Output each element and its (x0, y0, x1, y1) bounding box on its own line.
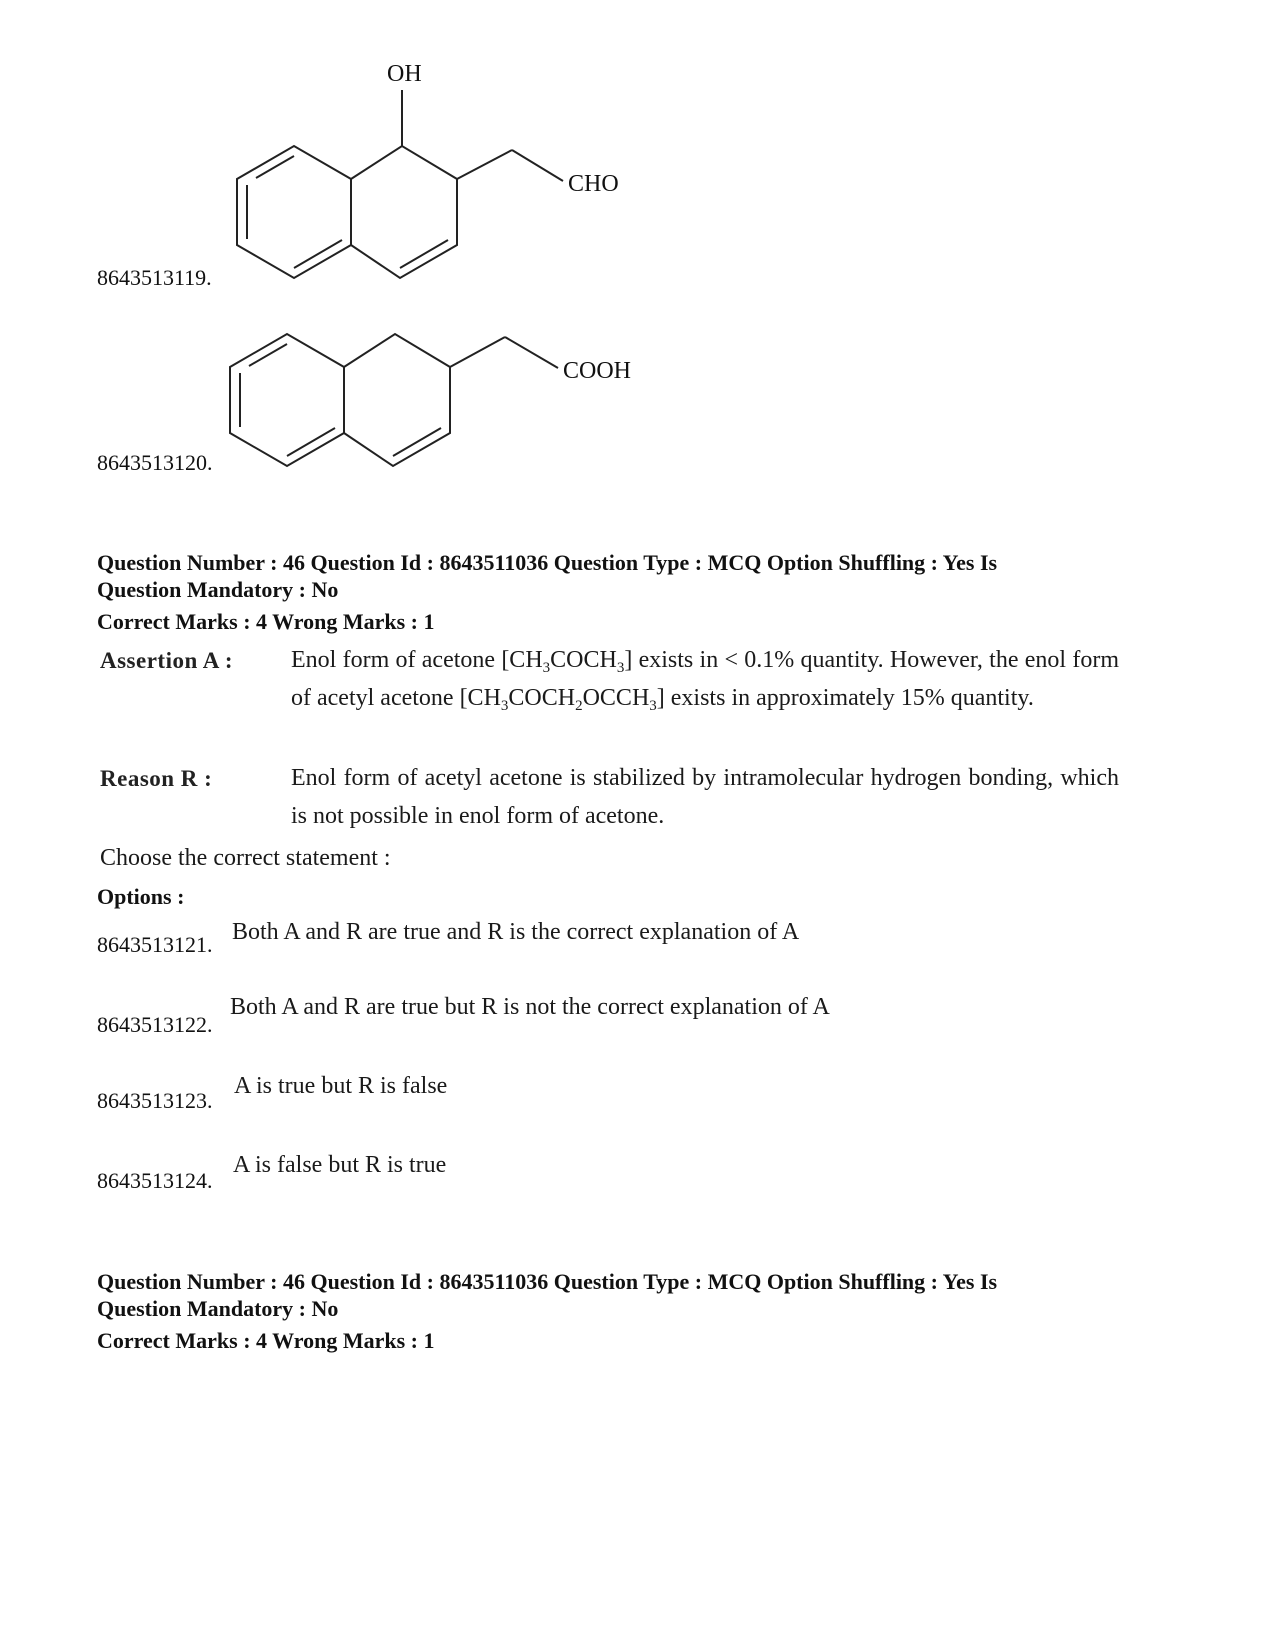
structure-2-drawing (225, 325, 655, 470)
cooh-label: COOH (563, 358, 632, 384)
option-id-6[interactable]: 8643513124. (97, 1168, 213, 1193)
oh-label: OH (387, 61, 422, 87)
option-text-4[interactable]: Both A and R are true but R is not the correct explanation of A (230, 994, 830, 1020)
reason-label: Reason R : (100, 766, 213, 791)
question-prompt: Choose the correct statement : (100, 845, 391, 871)
next-question-meta-line-2: Question Mandatory : No (97, 1296, 339, 1321)
question-meta-line-2: Question Mandatory : No (97, 577, 339, 602)
option-id-3[interactable]: 8643513121. (97, 932, 213, 957)
option-id-1[interactable]: 8643513119. (97, 265, 212, 290)
cho-label: CHO (568, 171, 619, 197)
next-marks-line: Correct Marks : 4 Wrong Marks : 1 (97, 1328, 435, 1353)
reason-text: Enol form of acetyl acetone is stabilized by intramolecular hydrogen bonding, which is not possible in enol form of acetone. (291, 765, 1119, 829)
structure-option-2 (225, 325, 655, 470)
marks-line: Correct Marks : 4 Wrong Marks : 1 (97, 609, 435, 634)
option-id-2[interactable]: 8643513120. (97, 450, 213, 475)
assertion-text: Enol form of acetone $[CH_3COCH_3]$ exists in < 0.1% quantity. However, the enol form of acetyl acetone $[CH_3COCH_2OCCH_3]$ exists in approximately 15% quantity. (291, 647, 1119, 714)
option-id-4[interactable]: 8643513122. (97, 1012, 213, 1037)
next-question-meta-line-1: Question Number : 46 Question Id : 8643511036 Question Type : MCQ Option Shuffling : Yes Is (97, 1269, 998, 1294)
options-label: Options : (97, 884, 185, 909)
question-meta-line-1: Question Number : 46 Question Id : 8643511036 Question Type : MCQ Option Shuffling : Yes Is (97, 550, 998, 575)
option-text-3[interactable]: Both A and R are true and R is the correct explanation of A (232, 919, 800, 945)
option-text-6[interactable]: A is false but R is true (233, 1152, 447, 1178)
structure-1-drawing (228, 55, 648, 285)
option-text-5[interactable]: A is true but R is false (234, 1073, 448, 1099)
assertion-label: Assertion A : (100, 648, 233, 673)
structure-option-1 (228, 55, 648, 285)
option-id-5[interactable]: 8643513123. (97, 1088, 213, 1113)
